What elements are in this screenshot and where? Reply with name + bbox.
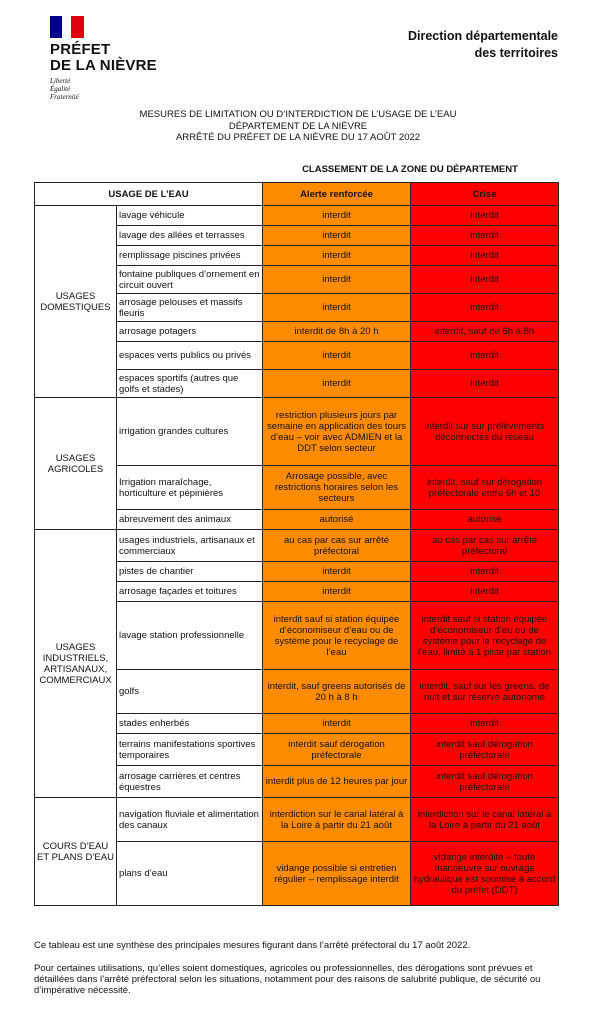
usage-cell: arrosage pelouses et massifs fleuris	[117, 294, 263, 322]
footer-note-2: Pour certaines utilisations, qu’elles soient domestiques, agricoles ou professionnelles, des dérogations sont prévues et détaillées dans l’arrêté préfectoral selon les situations, notamment pour des raisons de salubrité publique, de sécurité ou d’impérative nécessité.	[34, 963, 541, 996]
prefecture-logo	[50, 16, 157, 101]
crise-cell: interdit sur sur prélèvements déconnectés du réseau	[411, 398, 559, 466]
prefet-title	[50, 42, 157, 74]
direction-line2: des territoires	[474, 46, 558, 60]
crise-cell: interdiction sur le canal latéral à la Loire à partir du 21 août	[411, 798, 559, 842]
alerte-cell: interdit	[263, 582, 411, 602]
crise-cell: interdit	[411, 226, 559, 246]
usage-cell: arrosage façades et toitures	[117, 582, 263, 602]
motto-egalite: Égalité	[50, 85, 71, 93]
crise-cell: interdit	[411, 370, 559, 398]
alerte-cell: interdit sauf dérogation préfectorale	[263, 734, 411, 766]
alerte-cell: interdit	[263, 342, 411, 370]
alerte-cell: interdit	[263, 246, 411, 266]
table-row	[35, 206, 559, 226]
footer-note-1: Ce tableau est une synthèse des principales mesures figurant dans l’arrêté préfectoral du 17 août 2022.	[34, 940, 471, 951]
crise-cell: interdit	[411, 294, 559, 322]
crise-cell: interdit	[411, 562, 559, 582]
category-cell: USAGES INDUSTRIELS, ARTISANAUX, COMMERCIAUX	[35, 530, 117, 798]
crise-cell: vidange interdite – toute manoeuvre sur ouvrage hydraulique est soumise à accord du préfet (DDT)	[411, 842, 559, 906]
direction-heading	[408, 28, 558, 62]
alerte-cell: interdit, sauf greens autorisés de 20 h à 8 h	[263, 670, 411, 714]
usage-cell: stades enherbés	[117, 714, 263, 734]
crise-cell: interdit	[411, 714, 559, 734]
usage-cell: lavage des allées et terrasses	[117, 226, 263, 246]
table-row	[35, 798, 559, 842]
prefet-line2: DE LA NIÈVRE	[50, 57, 157, 74]
crise-cell: au cas par cas sur arrêté préfectoral	[411, 530, 559, 562]
crise-cell: autorisé	[411, 510, 559, 530]
category-cell: COURS D’EAU ET PLANS D’EAU	[35, 798, 117, 906]
alerte-cell: interdit plus de 12 heures par jour	[263, 766, 411, 798]
usage-cell: usages industriels, artisanaux et commerciaux	[117, 530, 263, 562]
title-line3: ARRÊTÉ DU PRÉFET DE LA NIÈVRE DU 17 AOÛT 2022	[175, 132, 421, 143]
alerte-cell: interdit	[263, 562, 411, 582]
usage-cell: arrosage potagers	[117, 322, 263, 342]
usage-cell: fontaine publiques d’ornement en circuit ouvert	[117, 266, 263, 294]
alerte-cell: interdit sauf si station équipée d’économiseur d’eau ou de système pour le recyclage de l’eau	[263, 602, 411, 670]
title-line1: MESURES DE LIMITATION OU D’INTERDICTION DE L’USAGE DE L’EAU	[139, 109, 457, 120]
alerte-cell: interdit	[263, 266, 411, 294]
crise-cell: interdit	[411, 246, 559, 266]
alerte-cell: au cas par cas sur arrêté préfectoral	[263, 530, 411, 562]
crise-cell: interdit sauf dérogation préfectorale	[411, 734, 559, 766]
usage-cell: lavage station professionnelle	[117, 602, 263, 670]
restrictions-table	[34, 182, 559, 906]
header-alerte: Alerte renforcée	[263, 183, 411, 206]
crise-cell: interdit, sauf sur les greens, de nuit et sur réserve autonome	[411, 670, 559, 714]
usage-cell: irrigation grandes cultures	[117, 398, 263, 466]
alerte-cell: Arrosage possible, avec restrictions horaires selon les secteurs	[263, 466, 411, 510]
usage-cell: Irrigation maraîchage, horticulture et pépinières	[117, 466, 263, 510]
marianne-flag-icon	[50, 16, 84, 38]
crise-cell: interdit, sauf sur dérogation préfectorale entre 6h et 10	[411, 466, 559, 510]
table-row	[35, 398, 559, 466]
usage-cell: plans d’eau	[117, 842, 263, 906]
alerte-cell: interdit	[263, 294, 411, 322]
alerte-cell: vidange possible si entretien régulier – remplissage interdit	[263, 842, 411, 906]
category-cell: USAGES DOMESTIQUES	[35, 206, 117, 398]
crise-cell: interdit, sauf de 6h à 8h	[411, 322, 559, 342]
table-body	[35, 206, 559, 906]
prefet-line1: PRÉFET	[50, 41, 111, 58]
alerte-cell: restriction plusieurs jours par semaine en application des tours d’eau – voir avec ADMIEN et la DDT selon secteur	[263, 398, 411, 466]
usage-cell: navigation fluviale et alimentation des canaux	[117, 798, 263, 842]
crise-cell: interdit	[411, 266, 559, 294]
header-crise: Crise	[411, 183, 559, 206]
alerte-cell: interdit	[263, 370, 411, 398]
title-line2: DÉPARTEMENT DE LA NIÈVRE	[228, 120, 368, 132]
category-cell: USAGES AGRICOLES	[35, 398, 117, 530]
republic-motto	[50, 77, 157, 101]
direction-line1: Direction départementale	[407, 29, 558, 43]
motto-fraternite: Fraternité	[50, 93, 79, 101]
alerte-cell: interdit	[263, 226, 411, 246]
document-titles	[0, 109, 596, 144]
table-row	[35, 530, 559, 562]
alerte-cell: autorisé	[263, 510, 411, 530]
usage-cell: espaces sportifs (autres que golfs et stades)	[117, 370, 263, 398]
crise-cell: interdit sauf dérogation préfectorale	[411, 766, 559, 798]
header-usage: USAGE DE L’EAU	[35, 183, 263, 206]
alerte-cell: interdit de 8h à 20 h	[263, 322, 411, 342]
usage-cell: remplissage piscines privées	[117, 246, 263, 266]
crise-cell: interdit	[411, 206, 559, 226]
usage-cell: terrains manifestations sportives temporaires	[117, 734, 263, 766]
usage-cell: arrosage carrières et centres équestres	[117, 766, 263, 798]
table-header-row	[35, 183, 559, 206]
alerte-cell: interdit	[263, 206, 411, 226]
alerte-cell: interdit	[263, 714, 411, 734]
usage-cell: espaces verts publics ou privés	[117, 342, 263, 370]
usage-cell: lavage véhicule	[117, 206, 263, 226]
motto-liberte: Liberté	[50, 77, 71, 85]
usage-cell: golfs	[117, 670, 263, 714]
alerte-cell: interdiction sur le canal latéral à la Loire à partir du 21 août	[263, 798, 411, 842]
usage-cell: abreuvement des animaux	[117, 510, 263, 530]
crise-cell: interdit	[411, 582, 559, 602]
crise-cell: interdit	[411, 342, 559, 370]
crise-cell: interdit sauf si station équipée d’économiseur d’eu ou de système pour le recyclage de l’eau, limité à 1 piste par station	[411, 602, 559, 670]
usage-cell: pistes de chantier	[117, 562, 263, 582]
classement-heading: CLASSEMENT DE LA ZONE DU DÉPARTEMENT	[302, 164, 518, 175]
